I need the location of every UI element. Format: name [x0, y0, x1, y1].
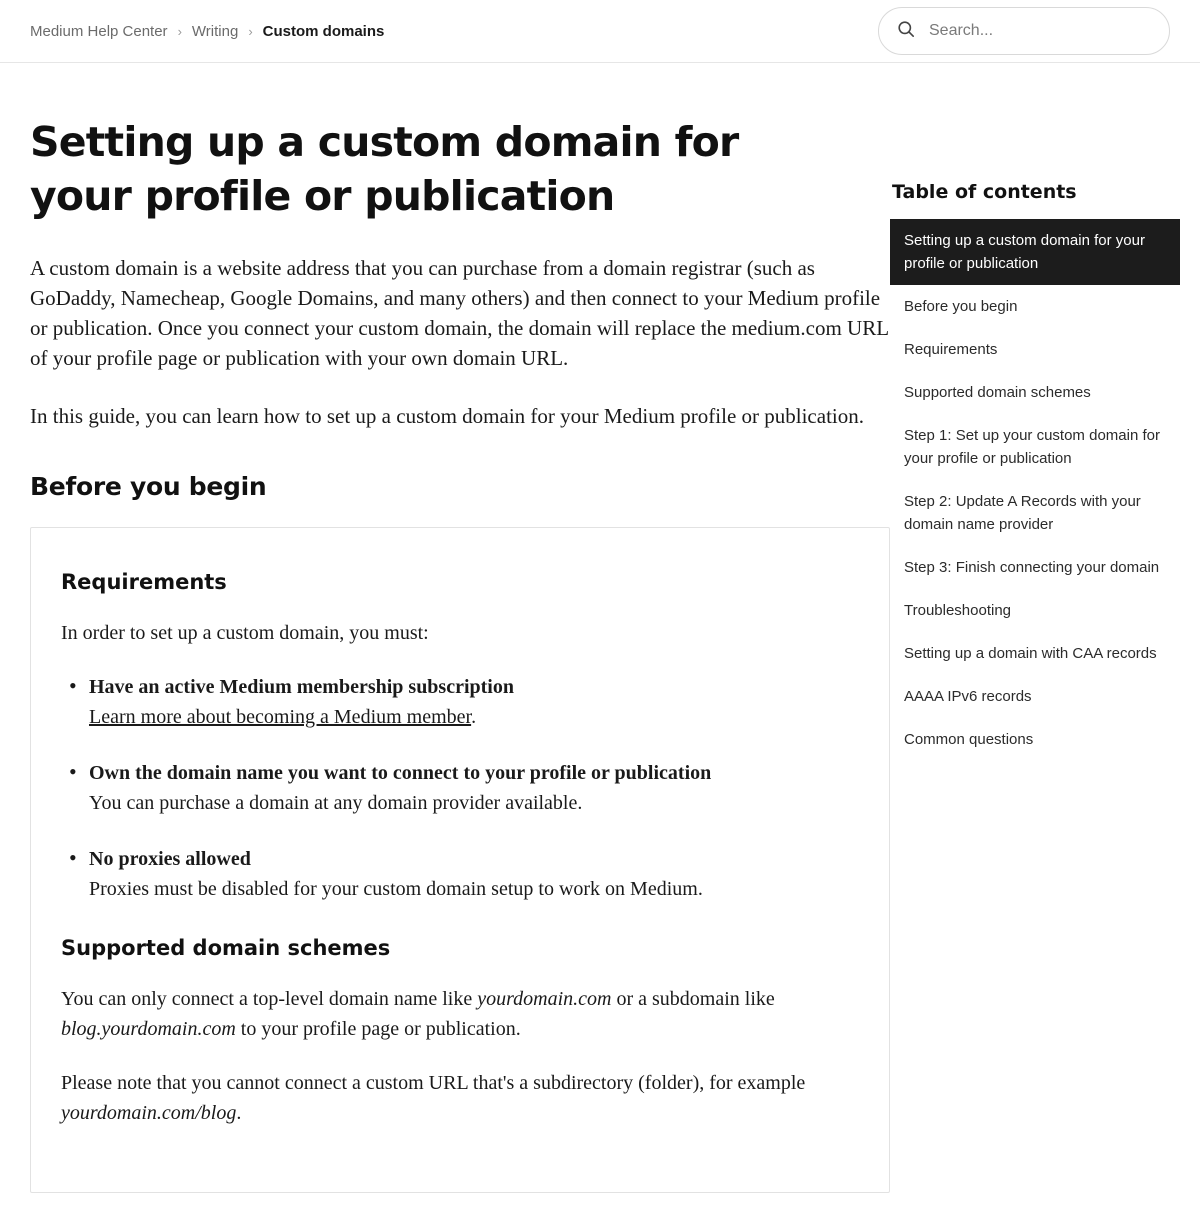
requirements-intro: In order to set up a custom domain, you must: — [61, 622, 429, 644]
schemes-example-domain: yourdomain.com — [477, 988, 612, 1010]
section-heading-before-you-begin: Before you begin — [30, 472, 267, 501]
schemes-text-b: or a subdomain like — [611, 988, 775, 1010]
toc-item-common-questions[interactable]: Common questions — [904, 731, 1034, 748]
toc-item-setting-up-custom-domain[interactable]: Setting up a custom domain for your profile or publication — [890, 219, 1180, 285]
requirement-lead: • Own the domain name you want to connect to your profile or publication — [89, 762, 712, 784]
toc-item-troubleshooting[interactable]: Troubleshooting — [904, 602, 1012, 619]
requirement-lead: • No proxies allowed — [89, 848, 251, 870]
breadcrumb — [30, 23, 384, 40]
table-of-contents — [890, 63, 1180, 761]
toc-item-before-you-begin[interactable]: Before you begin — [904, 298, 1018, 315]
supported-schemes-heading: Supported domain schemes — [61, 936, 391, 960]
breadcrumb-item-writing[interactable]: Writing — [191, 22, 239, 40]
search-input[interactable] — [927, 21, 1151, 41]
requirement-sub-suffix: . — [471, 706, 477, 728]
requirements-panel — [30, 527, 890, 1193]
requirement-sub — [89, 702, 859, 732]
schemes-example-subdirectory: yourdomain.com/blog — [61, 1102, 237, 1124]
toc-item-step-1[interactable]: Step 1: Set up your custom domain for your profile or publication — [904, 427, 1160, 467]
requirement-sub: Proxies must be disabled for your custom domain setup to work on Medium. — [89, 878, 703, 900]
medium-member-link[interactable]: Learn more about becoming a Medium member — [89, 706, 472, 728]
search-icon — [897, 20, 915, 43]
breadcrumb-item-help-center[interactable]: Medium Help Center — [30, 22, 168, 40]
site-header — [0, 0, 1200, 63]
page-layout — [0, 63, 1200, 1223]
schemes-note-a: Please note that you cannot connect a custom URL that's a subdirectory (folder), for example — [61, 1072, 806, 1094]
list-item — [61, 672, 859, 732]
requirements-heading: Requirements — [61, 570, 227, 594]
list-item — [61, 758, 859, 818]
schemes-example-subdomain: blog.yourdomain.com — [61, 1018, 236, 1040]
toc-item-requirements[interactable]: Requirements — [904, 341, 998, 358]
schemes-text-a: You can only connect a top-level domain name like — [61, 988, 478, 1010]
toc-item-step-3[interactable]: Step 3: Finish connecting your domain — [904, 559, 1160, 576]
schemes-note-b: . — [236, 1102, 242, 1124]
breadcrumb-separator-icon: › — [248, 23, 253, 39]
list-item — [61, 844, 859, 904]
supported-schemes-paragraph-1 — [61, 984, 859, 1044]
search-box[interactable] — [878, 7, 1170, 55]
toc-title: Table of contents — [892, 181, 1077, 203]
schemes-text-c: to your profile page or publication. — [235, 1018, 521, 1040]
toc-list — [890, 219, 1180, 761]
breadcrumb-item-current: Custom domains — [262, 22, 385, 40]
page-title: Setting up a custom domain for your profile or publication — [30, 118, 739, 220]
requirements-list — [61, 672, 859, 904]
requirement-sub: You can purchase a domain at any domain provider available. — [89, 792, 583, 814]
intro-paragraph-1: A custom domain is a website address that you can purchase from a domain registrar (such as GoDaddy, Namecheap, Google Domains, and many others) and then connect to your Medium profile or publication. Once you connect your custom domain, the domain will replace the medium.com URL of your profile page or publication with your own domain URL. — [30, 256, 889, 370]
intro-paragraph-2: In this guide, you can learn how to set up a custom domain for your Medium profile or publication. — [30, 404, 864, 428]
toc-item-caa-records[interactable]: Setting up a domain with CAA records — [904, 645, 1157, 662]
breadcrumb-separator-icon: › — [177, 23, 182, 39]
requirement-lead: • Have an active Medium membership subscription — [89, 676, 514, 698]
toc-item-supported-domain-schemes[interactable]: Supported domain schemes — [904, 384, 1091, 401]
article-content — [0, 63, 890, 1223]
supported-schemes-paragraph-2 — [61, 1068, 859, 1128]
toc-item-step-2[interactable]: Step 2: Update A Records with your domain name provider — [904, 493, 1141, 533]
toc-item-aaaa-ipv6-records[interactable]: AAAA IPv6 records — [904, 688, 1032, 705]
